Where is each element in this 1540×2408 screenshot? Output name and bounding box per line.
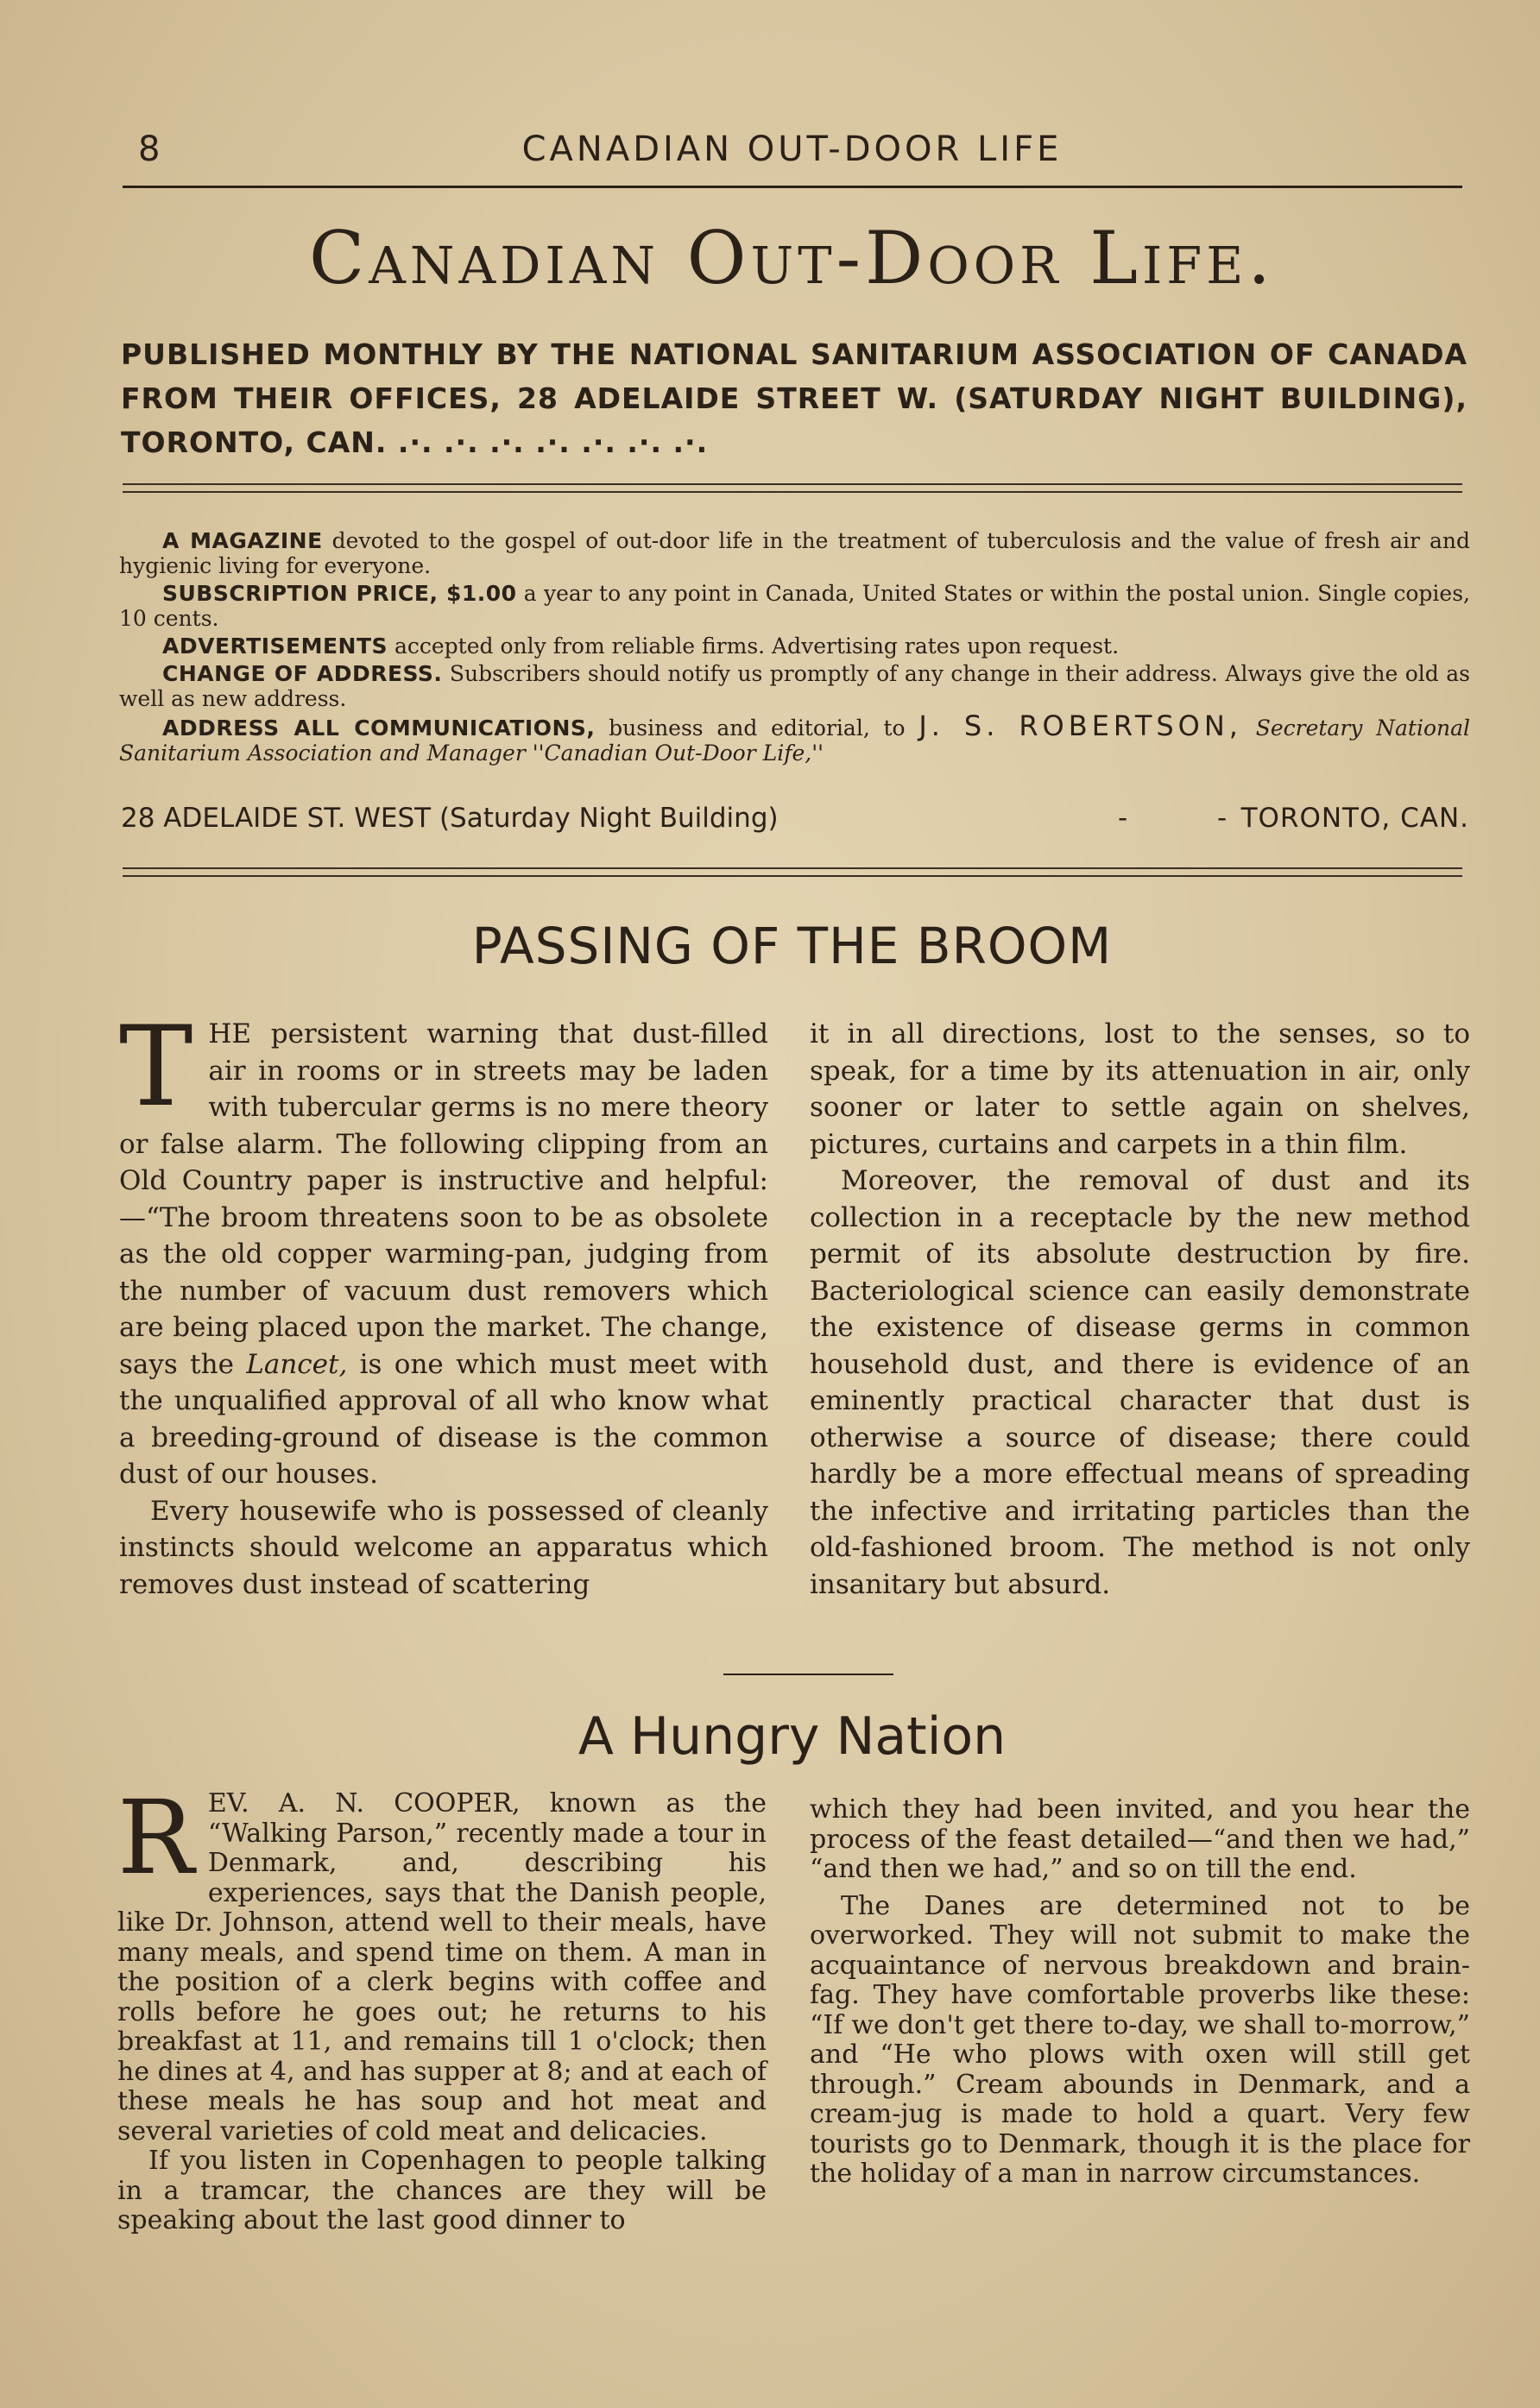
address-dash: -: [1118, 803, 1128, 834]
paragraph: it in all directions, lost to the senses, so to speak, for a time by its attenuation in air, only sooner or later to settle again on shelves, pictures, curtains and carpets in a thin film.: [810, 1018, 1470, 1160]
paragraph: The Danes are determined not to be overworked. They will not submit to make the acquaintance of nervous breakdown and brain-fag. They have comfortable proverbs like these: “If we don't get there to-day, we shall to-morrow,” and “He who plows with oxen will still get through.” Cream abounds in Denmark, and a cream-jug is made to hold a quart. Very few tourists go to Denmark, though it is the place for the holiday of a man in narrow circumstances.: [810, 1890, 1470, 2189]
paragraph: Every housewife who is possessed of cleanly instincts should welcome an apparatus which removes dust instead of scattering: [119, 1495, 768, 1600]
double-rule: [123, 483, 1462, 493]
paragraph: Moreover, the removal of dust and its collection in a receptacle by the new method permit of its absolute destruction by fire. Bacteriological science can easily demonstrate the existence of disease germs in common household dust, and there is evidence of an eminently practical character that dust is otherwise a source of disease; there could hardly be a more effectual means of spreading the infective and irritating particles than the old-fashioned broom. The method is not only insanitary but absurd.: [810, 1165, 1470, 1600]
article-title: A Hungry Nation: [578, 1706, 1007, 1767]
article2-right-column: [810, 1795, 1470, 2190]
info-address: ADDRESS ALL COMMUNICATIONS, business and editorial, to J. S. ROBERTSON, Secretary National Sanitarium Association and Manager ''Canadian Out-Door Life,'': [119, 709, 1471, 766]
paragraph: which they had been invited, and you hear the process of the feast detailed—“and then we had,” “and then we had,” and so on till the end.: [810, 1794, 1470, 1884]
masthead-title: Canadian Out-Door Life.: [309, 216, 1275, 300]
article1-left-column: [119, 1003, 768, 1603]
double-rule: [123, 867, 1462, 877]
city: TORONTO, CAN.: [1240, 803, 1469, 834]
publisher-block: [121, 332, 1467, 464]
drop-cap: T: [119, 1003, 193, 1132]
article-title: PASSING OF THE BROOM: [471, 917, 1113, 975]
street-address: 28 ADELAIDE ST. WEST (Saturday Night Building): [121, 803, 779, 834]
info-subscription: SUBSCRIPTION PRICE, $1.00 a year to any point in Canada, United States or within the postal union. Single copies, 10 cents.: [119, 581, 1470, 631]
header-rule: [123, 186, 1462, 188]
info-magazine: A MAGAZINE devoted to the gospel of out-door life in the treatment of tuberculosis and the value of fresh air and hygienic living for everyone.: [119, 528, 1470, 578]
section-divider: [723, 1674, 893, 1675]
ornament-dots: .·. .·. .·. .·. .·. .·. .·.: [387, 425, 709, 459]
address-dash: -: [1217, 803, 1228, 834]
subscription-info: [119, 528, 1470, 768]
drop-cap: R: [117, 1778, 194, 1897]
article2-left-column: [117, 1778, 767, 2236]
paragraph: THE persistent warning that dust-filled air in rooms or in streets may be laden with tubercular germs is no mere theory or false alarm. The following clipping from an Old Country paper is instructive and helpful:—“The broom threatens soon to be as obsolete as the old copper warming-pan, judging from the number of vacuum dust removers which are being placed upon the market. The change, says the Lancet, is one which must meet with the unqualified approval of all who know what a breeding-ground of disease is the common dust of our houses.: [119, 1003, 768, 1490]
paragraph: REV. A. N. COOPER, known as the “Walking Parson,” recently made a tour in Denmark, and, describing his experiences, says that the Danish people, like Dr. Johnson, attend well to their meals, have many meals, and spend time on them. A man in the position of a clerk begins with coffee and rolls before he goes out; he returns to his breakfast at 11, and remains till 1 o'clock; then he dines at 4, and has supper at 8; and at each of these meals he has soup and hot meat and several varieties of cold meat and delicacies.: [117, 1778, 767, 2146]
publisher-text: PUBLISHED MONTHLY BY THE NATIONAL SANITARIUM ASSOCIATION OF CANADA FROM THEIR OFFICES, 28 ADELAIDE STREET W. (SATURDAY NIGHT BUILDING), TORONTO, CAN.: [121, 337, 1467, 459]
page-number: 8: [138, 129, 164, 169]
info-change-of-address: CHANGE OF ADDRESS. Subscribers should notify us promptly of any change in their address. Always give the old as well as new address.: [119, 661, 1470, 711]
running-title: CANADIAN OUT-DOOR LIFE: [521, 129, 1063, 169]
info-advertisements: ADVERTISEMENTS accepted only from reliable firms. Advertising rates upon request.: [162, 634, 1120, 659]
office-address: [121, 803, 1469, 841]
paragraph: If you listen in Copenhagen to people talking in a tramcar, the chances are they will be speaking about the last good dinner to: [117, 2146, 767, 2235]
article1-right-column: [810, 1016, 1470, 1603]
running-head: [121, 125, 1463, 177]
